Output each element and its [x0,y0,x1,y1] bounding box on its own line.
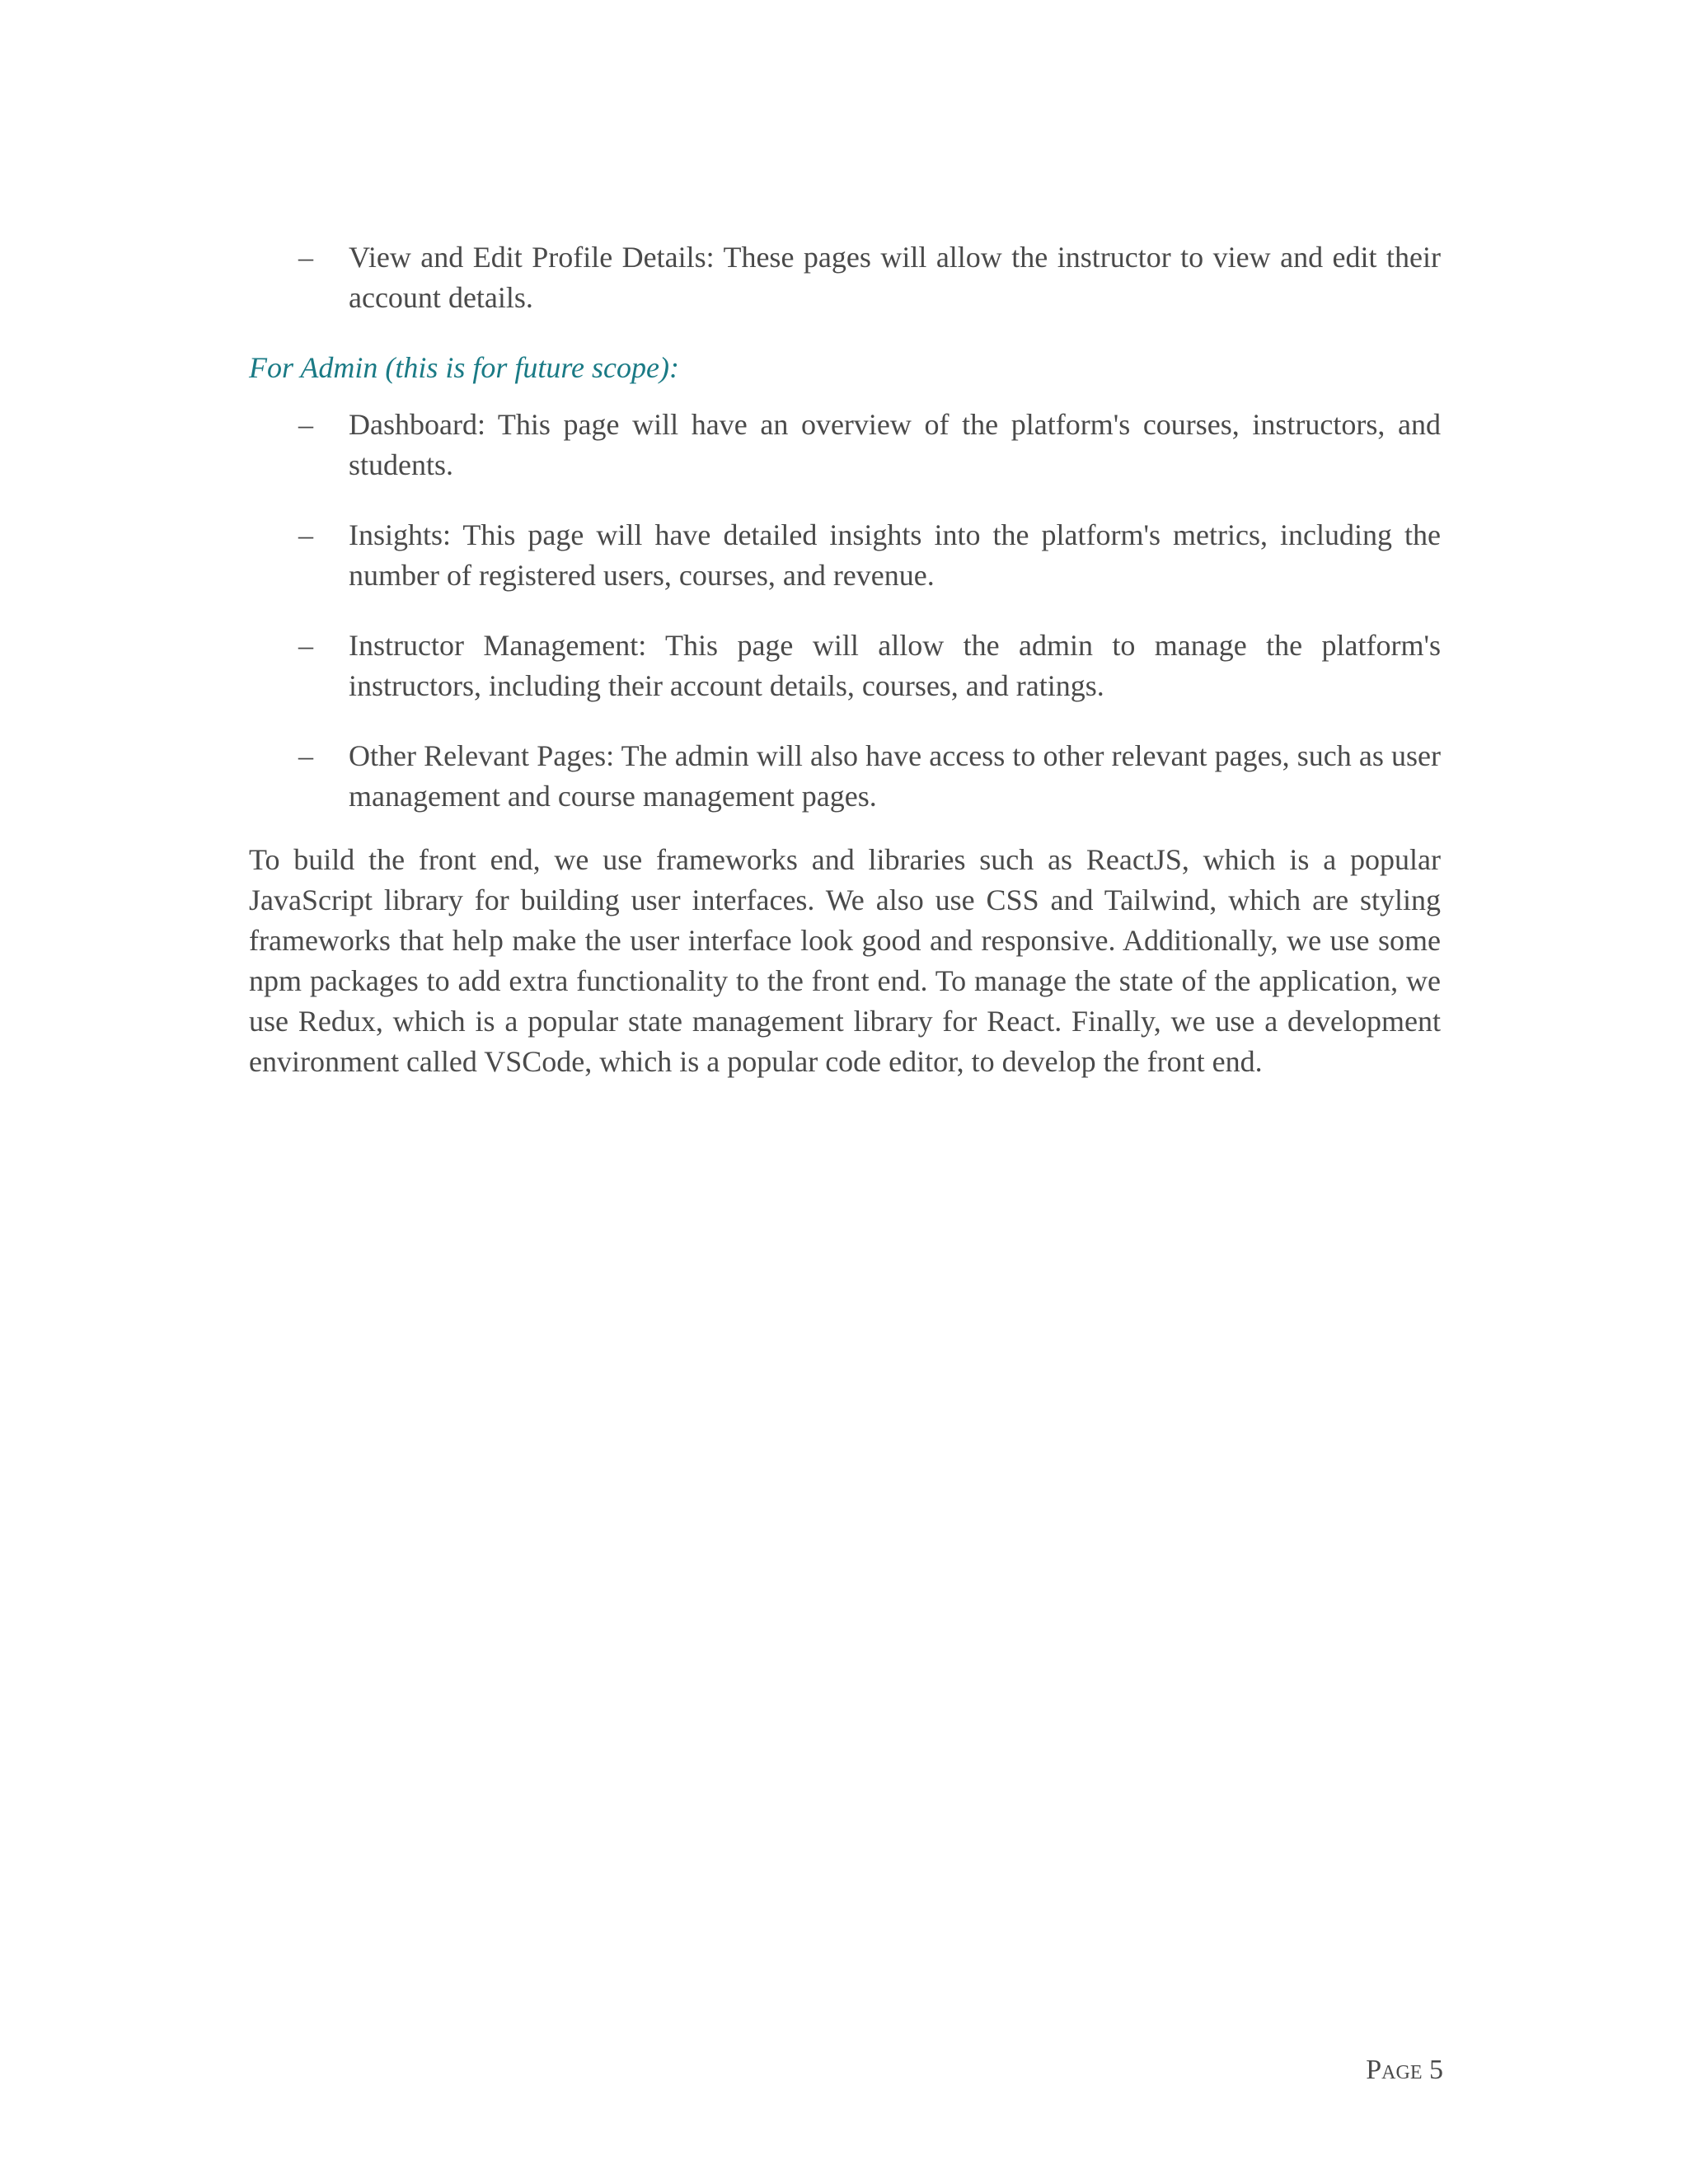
page-label: Page [1366,2055,1423,2085]
bullet-dash: – [298,629,313,662]
list-item-text: Insights: This page will have detailed insights into the platform's metrics, including the number of registered users, courses, and revenue. [349,518,1441,592]
bullet-dash: – [298,241,313,274]
bullet-dash: – [298,739,313,772]
list-item-text: View and Edit Profile Details: These pages will allow the instructor to view and edit their account details. [349,241,1441,314]
page-content [249,237,1441,1082]
page-number-value: 5 [1429,2055,1443,2085]
list-item-text: Other Relevant Pages: The admin will also have access to other relevant pages, such as user management and course management pages. [349,739,1441,813]
list-item [249,736,1441,817]
list-item [249,237,1441,318]
list-item [249,405,1441,485]
list-item-text: Instructor Management: This page will allow the admin to manage the platform's instructors, including their account details, courses, and ratings. [349,629,1441,702]
list-item-text: Dashboard: This page will have an overview of the platform's courses, instructors, and students. [349,408,1441,481]
list-item [249,515,1441,596]
admin-section-heading: For Admin (this is for future scope): [249,351,679,384]
page-number [1366,2052,1443,2088]
list-item [249,626,1441,706]
closing-paragraph: To build the front end, we use frameworks and libraries such as ReactJS, which is a popular JavaScript library for building user interfaces. We also use CSS and Tailwind, which are styling frameworks that help make the user interface look good and responsive. Additionally, we use some npm packages to add extra functionality to the front end. To manage the state of the application, we use Redux, which is a popular state management library for React. Finally, we use a development environment called VSCode, which is a popular code editor, to develop the front end. [249,843,1441,1078]
bullet-dash: – [298,518,313,551]
bullet-dash: – [298,408,313,441]
